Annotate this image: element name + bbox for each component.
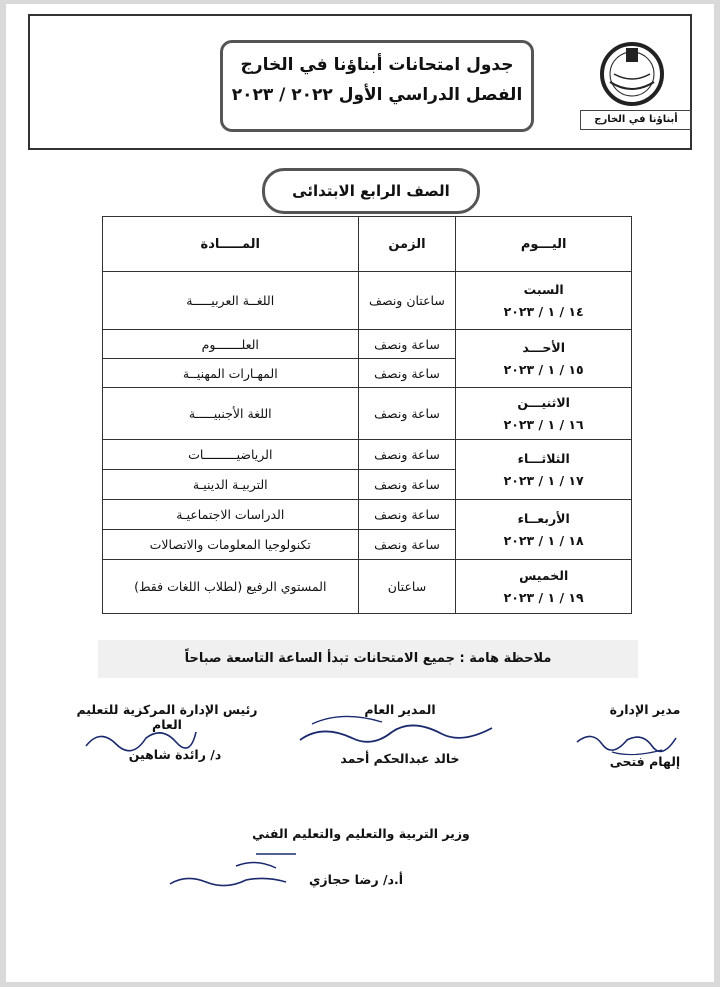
document-page bbox=[6, 4, 714, 982]
table-row bbox=[103, 330, 632, 359]
table-row bbox=[103, 388, 632, 440]
time-cell: ساعة ونصف bbox=[358, 330, 456, 359]
table-row bbox=[103, 272, 632, 330]
exam-schedule-table bbox=[102, 216, 632, 614]
grade-label: الصف الرابع الابتدائى bbox=[262, 168, 480, 214]
day-date: ١٥ / ١ / ٢٠٢٣ bbox=[503, 361, 584, 377]
header-day: اليـــوم bbox=[456, 217, 632, 272]
day-cell bbox=[456, 440, 632, 500]
day-date: ١٧ / ١ / ٢٠٢٣ bbox=[503, 472, 584, 488]
day-cell bbox=[456, 560, 632, 614]
title-line-2: الفصل الدراسي الأول ٢٠٢٢ / ٢٠٢٣ bbox=[231, 85, 523, 105]
day-name: الخميس bbox=[519, 567, 569, 583]
time-cell: ساعة ونصف bbox=[358, 440, 456, 470]
day-date: ١٤ / ١ / ٢٠٢٣ bbox=[503, 303, 584, 319]
admin-director-name: إلهام فتحى bbox=[609, 754, 681, 769]
day-date: ١٨ / ١ / ٢٠٢٣ bbox=[503, 532, 584, 548]
subject-cell: المستوي الرفيع (لطلاب اللغات فقط) bbox=[103, 560, 359, 614]
logo-caption: أبناؤنا في الخارج bbox=[580, 110, 692, 130]
day-cell bbox=[456, 330, 632, 388]
day-cell bbox=[456, 272, 632, 330]
central-head-signature-icon bbox=[80, 718, 200, 758]
general-director-signature-icon bbox=[292, 704, 502, 754]
time-cell: ساعتان ونصف bbox=[358, 272, 456, 330]
time-cell: ساعة ونصف bbox=[358, 500, 456, 530]
day-date: ١٦ / ١ / ٢٠٢٣ bbox=[503, 416, 584, 432]
admin-director-signature-icon bbox=[572, 722, 682, 762]
day-name: الاثنيـــن bbox=[517, 394, 570, 410]
time-cell: ساعة ونصف bbox=[358, 359, 456, 388]
subject-cell: الرياضيـــــــــات bbox=[103, 440, 359, 470]
general-director-title: المدير العام bbox=[364, 702, 436, 717]
title-line-1: جدول امتحانات أبناؤنا في الخارج bbox=[240, 55, 514, 75]
day-name: الأحـــد bbox=[522, 339, 565, 355]
minister-title: وزير التربية والتعليم والتعليم الفني bbox=[252, 826, 470, 841]
day-name: الثلاثـــاء bbox=[517, 450, 570, 466]
header-time: الزمن bbox=[358, 217, 456, 272]
table-header-row bbox=[103, 217, 632, 272]
header-subject: المـــــادة bbox=[103, 217, 359, 272]
subject-cell: اللغــة العربيـــــة bbox=[103, 272, 359, 330]
important-note: ملاحظة هامة : جميع الامتحانات تبدأ الساعة التاسعة صباحاً bbox=[98, 640, 638, 678]
time-cell: ساعة ونصف bbox=[358, 530, 456, 560]
table-row bbox=[103, 440, 632, 470]
table-row bbox=[103, 560, 632, 614]
central-head-title: رئيس الإدارة المركزية للتعليم العام bbox=[76, 702, 258, 732]
subject-cell: التربيـة الدينيـة bbox=[103, 470, 359, 500]
day-cell bbox=[456, 388, 632, 440]
subject-cell: العلـــــــوم bbox=[103, 330, 359, 359]
minister-name: أ.د/ رضا حجازي bbox=[308, 872, 404, 887]
table-row bbox=[103, 500, 632, 530]
time-cell: ساعة ونصف bbox=[358, 470, 456, 500]
admin-director-title: مدير الإدارة bbox=[609, 702, 681, 717]
title-box bbox=[220, 40, 534, 132]
subject-cell: تكنولوجيا المعلومات والاتصالات bbox=[103, 530, 359, 560]
minister-signature-icon bbox=[166, 846, 306, 896]
time-cell: ساعتان bbox=[358, 560, 456, 614]
day-date: ١٩ / ١ / ٢٠٢٣ bbox=[503, 589, 584, 605]
subject-cell: المهـارات المهنيــة bbox=[103, 359, 359, 388]
subject-cell: اللغة الأجنبيـــــة bbox=[103, 388, 359, 440]
central-head-name: د/ رائدة شاهين bbox=[128, 747, 222, 762]
general-director-name: خالد عبدالحكم أحمد bbox=[340, 751, 460, 766]
day-name: الأربعــاء bbox=[517, 510, 570, 526]
time-cell: ساعة ونصف bbox=[358, 388, 456, 440]
subject-cell: الدراسات الاجتماعيـة bbox=[103, 500, 359, 530]
day-name: السبت bbox=[523, 281, 564, 297]
day-cell bbox=[456, 500, 632, 560]
